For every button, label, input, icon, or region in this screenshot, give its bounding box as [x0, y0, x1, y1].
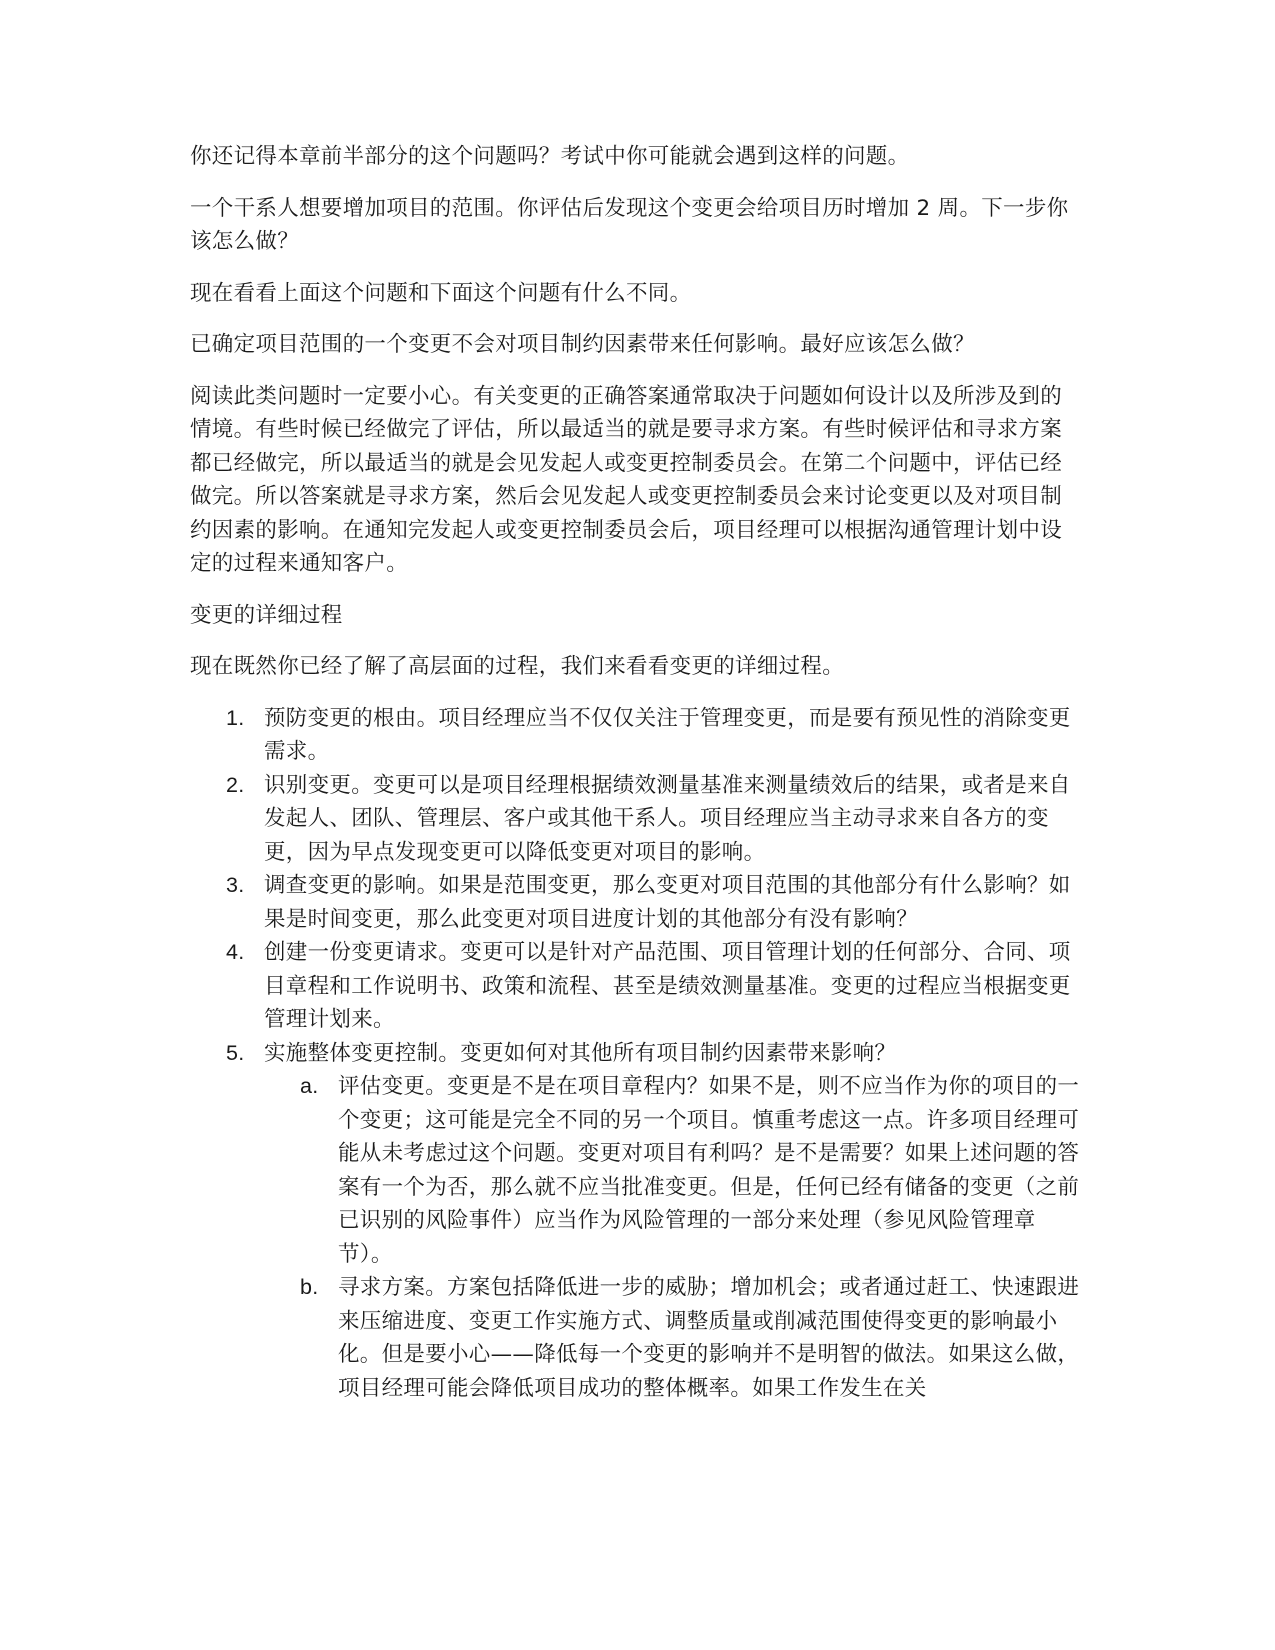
paragraph: 你还记得本章前半部分的这个问题吗？考试中你可能就会遇到这样的问题。 [190, 144, 910, 169]
list-item-text: 调查变更的影响。如果是范围变更，那么变更对项目范围的其他部分有什么影响？如果是时间变更，那么此变更对项目进度计划的其他部分有没有影响？ [264, 873, 1071, 932]
paragraph: 一个干系人想要增加项目的范围。你评估后发现这个变更会给项目历时增加 2 周。下一步你该怎么做？ [190, 195, 1069, 254]
list-number: 3. [226, 873, 245, 897]
list-item-text: 实施整体变更控制。变更如何对其他所有项目制约因素带来影响？ [264, 1040, 897, 1066]
sub-list-item [264, 1271, 1080, 1405]
document-page [190, 140, 1080, 1405]
list-item [190, 769, 1080, 870]
list-item-text: 创建一份变更请求。变更可以是针对产品范围、项目管理计划的任何部分、合同、项目章程和工作说明书、政策和流程、甚至是绩效测量基准。变更的过程应当根据变更管理计划来。 [264, 940, 1071, 1032]
sub-list-item-text: 寻求方案。方案包括降低进一步的威胁；增加机会；或者通过赶工、快速跟进来压缩进度、变更工作实施方式、调整质量或削减范围使得变更的影响最小化。但是要小心——降低每一个变更的影响并不是明智的做法。如果这么做，项目经理可能会降低项目成功的整体概率。如果工作发生在关 [338, 1275, 1080, 1401]
paragraph: 现在看看上面这个问题和下面这个问题有什么不同。 [190, 280, 692, 306]
section-heading: 变更的详细过程 [190, 602, 343, 628]
list-item-text: 预防变更的根由。项目经理应当不仅仅关注于管理变更，而是要有预见性的消除变更需求。 [264, 705, 1071, 764]
list-number: 5. [226, 1040, 245, 1065]
list-item [190, 702, 1080, 769]
list-item [190, 869, 1080, 936]
list-item-text: 识别变更。变更可以是项目经理根据绩效测量基准来测量绩效后的结果，或者是来自发起人、团队、管理层、客户或其他干系人。项目经理应当主动寻求来自各方的变更，因为早点发现变更可以降低变更对项目的影响。 [264, 772, 1071, 865]
substeps-list [264, 1070, 1080, 1405]
sub-list-item-text: 评估变更。变更是不是在项目章程内？如果不是，则不应当作为你的项目的一个变更；这可能是完全不同的另一个项目。慎重考虑这一点。许多项目经理可能从未考虑过这个问题。变更对项目有利吗？是不是需要？如果上述问题的答案有一个为否，那么就不应当批准变更。但是，任何已经有储备的变更（之前已识别的风险事件）应当作为风险管理的一部分来处理（参见风险管理章节）。 [338, 1074, 1080, 1267]
paragraph: 阅读此类问题时一定要小心。有关变更的正确答案通常取决于问题如何设计以及所涉及到的情境。有些时候已经做完了评估，所以最适当的就是要寻求方案。有些时候评估和寻求方案都已经做完，所以最适当的就是会见发起人或变更控制委员会。在第二个问题中，评估已经做完。所以答案就是寻求方案，然后会见发起人或变更控制委员会来讨论变更以及对项目制约因素的影响。在通知完发起人或变更控制委员会后，项目经理可以根据沟通管理计划中设定的过程来通知客户。 [190, 383, 1063, 576]
intro-paragraph: 现在既然你已经了解了高层面的过程，我们来看看变更的详细过程。 [190, 654, 845, 679]
list-number: 4. [226, 940, 245, 964]
list-item [190, 936, 1080, 1037]
sub-list-item [264, 1070, 1080, 1271]
sub-list-letter: a. [300, 1074, 319, 1098]
list-item [190, 1037, 1080, 1406]
sub-list-letter: b. [300, 1275, 319, 1299]
list-number: 1. [226, 705, 245, 730]
paragraph: 已确定项目范围的一个变更不会对项目制约因素带来任何影响。最好应该怎么做？ [190, 332, 975, 357]
list-number: 2. [226, 772, 245, 797]
steps-list [190, 702, 1080, 1406]
